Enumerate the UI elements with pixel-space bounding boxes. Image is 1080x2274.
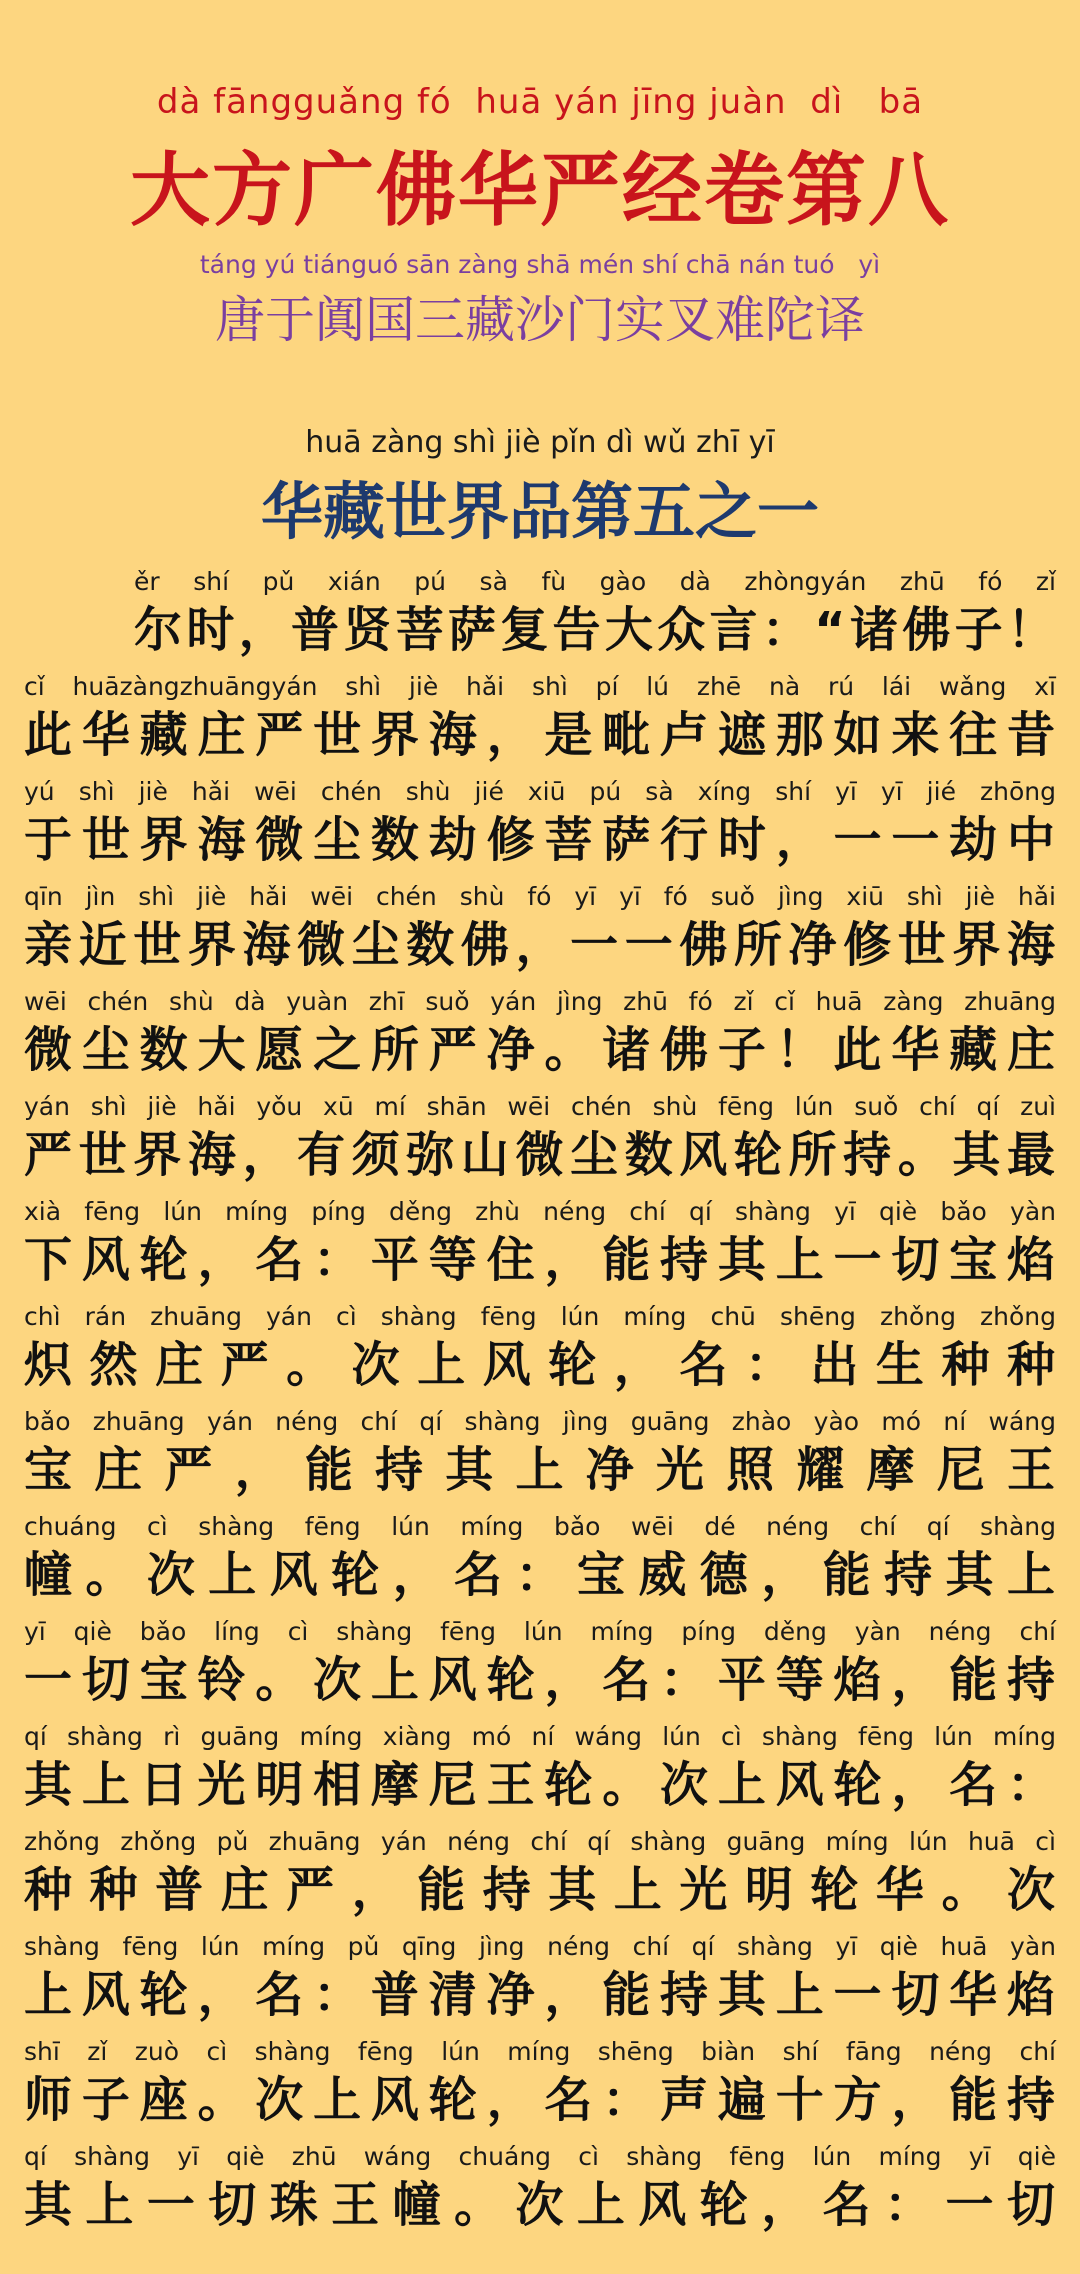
line-pinyin: zhǒng zhǒng pǔ zhuāng yán néng chí qí shàng guāng míng lún huā cì [24,1827,1056,1856]
line-text: 此华藏庄严世界海，是毗卢遮那如来往昔 [24,707,1056,763]
line-pinyin: qí shàng yī qiè zhū wáng chuáng cì shàng fēng lún míng yī qiè [24,2142,1056,2171]
scripture-body [24,565,1056,2245]
line-pinyin: wēi chén shù dà yuàn zhī suǒ yán jìng zhū fó zǐ cǐ huā zàng zhuāng [24,987,1056,1016]
line-text: 于世界海微尘数劫修菩萨行时，一一劫中 [24,812,1056,868]
line-pinyin: xià fēng lún míng píng děng zhù néng chí qí shàng yī qiè bǎo yàn [24,1197,1056,1226]
page-title: 大方广佛华严经卷第八 [130,143,950,237]
text-line [24,2140,1056,2245]
line-text: 师子座。次上风轮，名：声遍十方，能持 [24,2072,1056,2128]
title-pinyin: dà fāngguǎng fó huā yán jīng juàn dì bā [156,82,924,122]
line-pinyin: chuáng cì shàng fēng lún míng bǎo wēi dé néng chí qí shàng [24,1512,1056,1541]
text-line [24,2035,1056,2140]
translator-pinyin: táng yú tiánguó sān zàng shā mén shí chā nán tuó yì [199,250,881,279]
line-text: 一切宝铃。次上风轮，名：平等焰，能持 [24,1652,1056,1708]
line-pinyin: chì rán zhuāng yán cì shàng fēng lún míng chū shēng zhǒng zhǒng [24,1302,1056,1331]
text-line [24,670,1056,775]
line-text: 上风轮，名：普清净，能持其上一切华焰 [24,1967,1056,2023]
text-line [24,1405,1056,1510]
line-pinyin: yú shì jiè hǎi wēi chén shù jié xiū pú sà xíng shí yī yī jié zhōng [24,777,1056,806]
chapter-pinyin: huā zàng shì jiè pǐn dì wǔ zhī yī [305,425,775,460]
line-text: 幢。次上风轮，名：宝威德，能持其上 [24,1547,1056,1603]
translator-line: 唐于阗国三藏沙门实叉难陀译 [215,291,865,349]
text-line [24,1195,1056,1300]
line-pinyin: cǐ huāzàngzhuāngyán shì jiè hǎi shì pí lú zhē nà rú lái wǎng xī [24,672,1056,701]
text-line [24,775,1056,880]
line-text: 微尘数大愿之所严净。诸佛子！此华藏庄 [24,1022,1056,1078]
line-pinyin: qīn jìn shì jiè hǎi wēi chén shù fó yī yī fó suǒ jìng xiū shì jiè hǎi [24,882,1056,911]
line-pinyin: yán shì jiè hǎi yǒu xū mí shān wēi chén shù fēng lún suǒ chí qí zuì [24,1092,1056,1121]
text-line [24,1615,1056,1720]
line-text: 下风轮，名：平等住，能持其上一切宝焰 [24,1232,1056,1288]
line-pinyin: shàng fēng lún míng pǔ qīng jìng néng chí qí shàng yī qiè huā yàn [24,1932,1056,1961]
text-line [24,1510,1056,1615]
line-pinyin: ěr shí pǔ xián pú sà fù gào dà zhòngyán zhū fó zǐ [134,567,1056,596]
line-text: 其上一切珠王幢。次上风轮，名：一切 [24,2177,1056,2233]
text-line [24,565,1056,670]
line-pinyin: yī qiè bǎo líng cì shàng fēng lún míng píng děng yàn néng chí [24,1617,1056,1646]
line-text: 其上日光明相摩尼王轮。次上风轮，名： [24,1757,1056,1813]
text-line [24,880,1056,985]
chapter-title: 华藏世界品第五之一 [260,475,819,548]
line-text: 严世界海，有须弥山微尘数风轮所持。其最 [24,1127,1056,1183]
text-line [24,1720,1056,1825]
line-text: 尔时，普贤菩萨复告大众言：“诸佛子！ [134,602,1056,658]
text-line [24,1090,1056,1195]
line-pinyin: shī zǐ zuò cì shàng fēng lún míng shēng biàn shí fāng néng chí [24,2037,1056,2066]
line-pinyin: qí shàng rì guāng míng xiàng mó ní wáng lún cì shàng fēng lún míng [24,1722,1056,1751]
text-line [24,1930,1056,2035]
line-text: 宝庄严，能持其上净光照耀摩尼王 [24,1442,1056,1498]
text-line [24,985,1056,1090]
line-pinyin: bǎo zhuāng yán néng chí qí shàng jìng guāng zhào yào mó ní wáng [24,1407,1056,1436]
line-text: 亲近世界海微尘数佛，一一佛所净修世界海 [24,917,1056,973]
line-text: 炽然庄严。次上风轮，名：出生种种 [24,1337,1056,1393]
text-line [24,1300,1056,1405]
text-line [24,1825,1056,1930]
line-text: 种种普庄严，能持其上光明轮华。次 [24,1862,1056,1918]
